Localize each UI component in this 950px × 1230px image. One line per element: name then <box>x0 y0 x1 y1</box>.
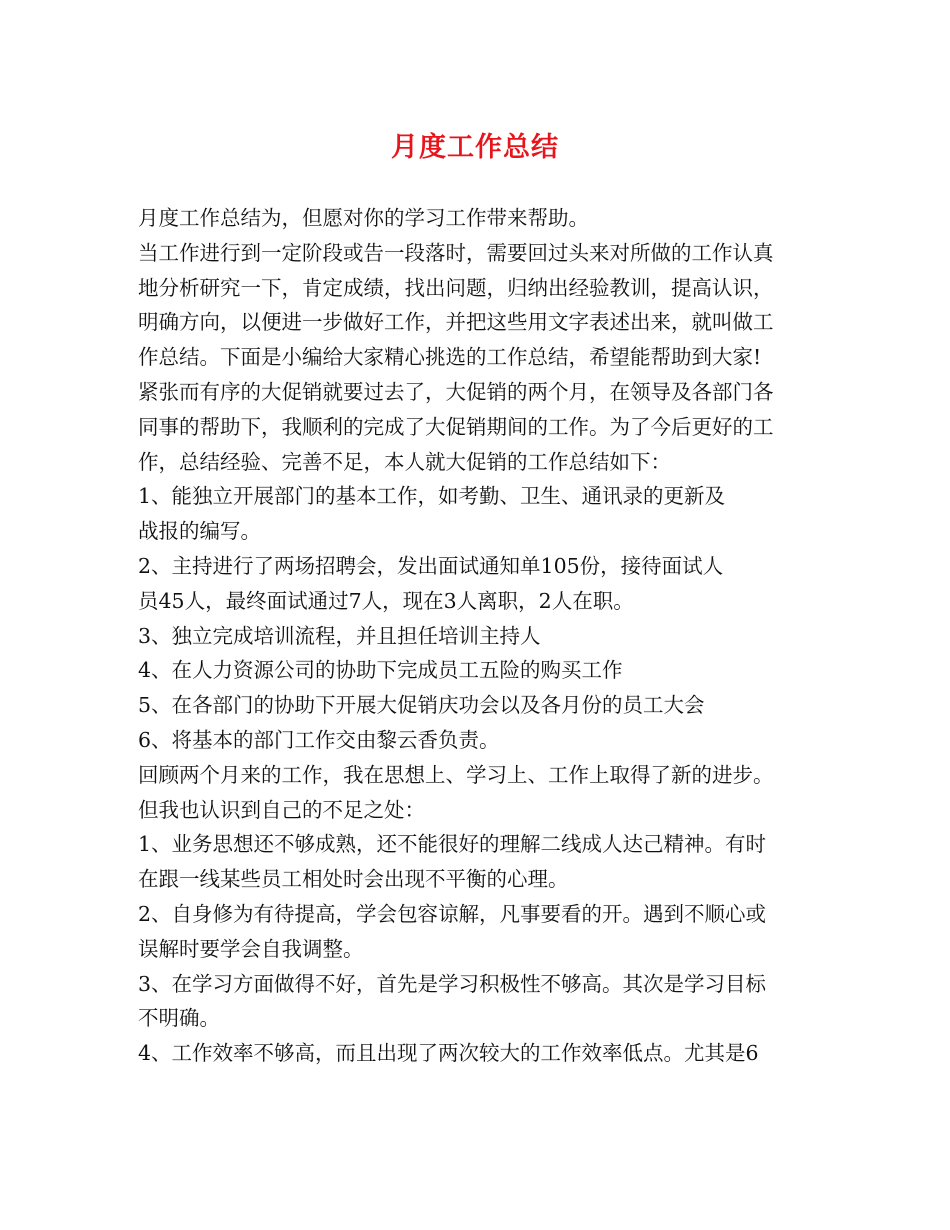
body-line: 回顾两个月来的工作，我在思想上、学习上、工作上取得了新的进步。 <box>138 762 774 787</box>
body-line: 地分析研究一下，肯定成绩，找出问题，归纳出经验教训，提高认识， <box>138 275 774 300</box>
body-line: 月度工作总结为，但愿对你的学习工作带来帮助。 <box>138 206 589 230</box>
body-line: 明确方向，以便进一步做好工作，并把这些用文字表述出来，就叫做工 <box>138 310 774 335</box>
list-item-continuation: 在跟一线某些员工相处时会出现不平衡的心理。 <box>138 867 569 892</box>
document-title: 月度工作总结 <box>391 132 559 163</box>
body-line: 紧张而有序的大促销就要过去了，大促销的两个月，在领导及各部门各 <box>138 379 774 404</box>
list-item-continuation: 误解时要学会自我调整。 <box>138 936 364 961</box>
list-item: 3、独立完成培训流程，并且担任培训主持人 <box>138 623 541 648</box>
body-line: 当工作进行到一定阶段或告一段落时，需要回过头来对所做的工作认真 <box>138 240 774 265</box>
list-item: 4、工作效率不够高，而且出现了两次较大的工作效率低点。尤其是6 <box>138 1041 759 1066</box>
list-item: 2、自身修为有待提高，学会包容谅解，凡事要看的开。遇到不顺心或 <box>138 901 767 926</box>
body-line: 作，总结经验、完善不足，本人就大促销的工作总结如下： <box>138 449 671 474</box>
list-item: 4、在人力资源公司的协助下完成员工五险的购买工作 <box>138 658 623 683</box>
body-line: 同事的帮助下，我顺利的完成了大促销期间的工作。为了今后更好的工 <box>138 414 774 439</box>
list-item-continuation: 员45人，最终面试通过7人，现在3人离职，2人在职。 <box>138 588 634 613</box>
list-item: 3、在学习方面做得不好，首先是学习积极性不够高。其次是学习目标 <box>138 971 767 996</box>
list-item-continuation: 战报的编写。 <box>138 519 261 544</box>
body-line: 但我也认识到自己的不足之处： <box>138 797 425 822</box>
body-line: 作总结。下面是小编给大家精心挑选的工作总结，希望能帮助到大家! <box>138 345 762 370</box>
document-body <box>138 201 828 1071</box>
list-item: 1、业务思想还不够成熟，还不能很好的理解二线成人达己精神。有时 <box>138 832 767 857</box>
list-item: 2、主持进行了两场招聘会，发出面试通知单105份，接待面试人 <box>138 553 724 578</box>
list-item: 1、能独立开展部门的基本工作，如考勤、卫生、通讯录的更新及 <box>138 484 726 509</box>
list-item: 5、在各部门的协助下开展大促销庆功会以及各月份的员工大会 <box>138 693 705 718</box>
list-item-continuation: 不明确。 <box>138 1006 220 1031</box>
list-item: 6、将基本的部门工作交由黎云香负责。 <box>138 727 500 752</box>
